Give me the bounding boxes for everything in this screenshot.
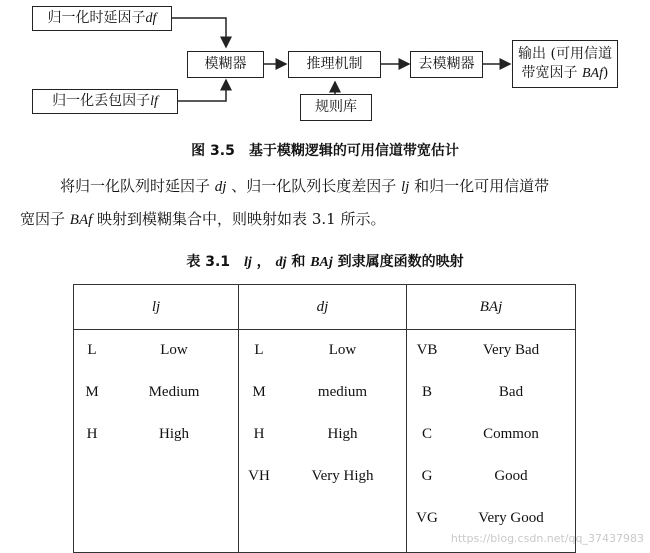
table-caption-var1: lj <box>244 255 252 270</box>
rule-base-box <box>300 94 372 121</box>
header-baj: BAj <box>407 285 576 330</box>
rule-base-label: 规则库 <box>315 99 357 115</box>
input2-var: lf <box>150 94 158 109</box>
baj-value-4: Good <box>494 468 528 484</box>
table-header-row <box>74 285 576 330</box>
body-paragraph-line1 <box>60 174 640 199</box>
baj-label-5: VG <box>416 510 438 526</box>
arrow-input1 <box>172 18 226 47</box>
body-paragraph-line2 <box>20 207 600 232</box>
p1-var-lj: lj <box>401 179 410 195</box>
input1-var: df <box>145 11 157 26</box>
p2-var-baf: BAf <box>69 212 93 228</box>
table-row <box>407 510 575 552</box>
dj-value-3: High <box>327 426 358 442</box>
output-line1: 输出 (可用信道 <box>518 46 612 62</box>
lj-label-2: M <box>85 384 99 400</box>
table-row <box>407 342 575 384</box>
lj-column <box>74 330 239 553</box>
table-caption <box>0 251 650 271</box>
lj-label-1: L <box>87 342 97 358</box>
input1-box <box>32 6 172 31</box>
dj-label-3: H <box>253 426 265 442</box>
fuzzifier-label: 模糊器 <box>204 56 247 72</box>
table-row <box>74 342 238 384</box>
lj-value-1: Low <box>160 342 188 358</box>
dj-column <box>239 330 407 553</box>
defuzzifier-box <box>410 51 483 78</box>
fuzzifier-box <box>187 51 264 78</box>
table-row <box>239 426 406 468</box>
baj-label-3: C <box>421 426 432 442</box>
figure-caption: 图 3.5 基于模糊逻辑的可用信道带宽估计 <box>191 143 459 159</box>
table-caption-and: 和 <box>286 254 311 270</box>
table-caption-var2: dj <box>275 255 287 270</box>
table-row <box>239 342 406 384</box>
dj-label-1: L <box>254 342 264 358</box>
input2-label: 归一化丢包因子 <box>52 93 151 109</box>
table-row <box>407 384 575 426</box>
output-line2 <box>522 64 609 83</box>
baj-value-5: Very Good <box>478 510 544 526</box>
baj-label-4: G <box>421 468 433 484</box>
baj-column <box>407 330 576 553</box>
p2-text-b: 映射到模糊集合中，则映射如表 3.1 所示。 <box>92 210 386 228</box>
baj-label-1: VB <box>416 342 438 358</box>
lj-value-3: High <box>159 426 189 442</box>
table-row <box>407 426 575 468</box>
table-row <box>407 468 575 510</box>
dj-value-4: Very High <box>311 468 374 484</box>
table-row <box>74 384 238 426</box>
dj-label-2: M <box>252 384 266 400</box>
defuzzifier-label: 去模糊器 <box>418 56 475 72</box>
watermark: https://blog.csdn.net/qq_37437983 <box>450 532 644 545</box>
baj-value-1: Very Bad <box>482 342 540 358</box>
table-row <box>74 426 238 468</box>
table-body-row <box>74 330 576 553</box>
output-close: ) <box>602 65 609 81</box>
input2-box <box>32 89 178 114</box>
p1-text-b: 、归一化队列长度差因子 <box>226 177 401 195</box>
output-line2-text: 带宽因子 <box>521 65 582 81</box>
table-row <box>239 384 406 426</box>
arrow-input2 <box>178 80 226 101</box>
table-caption-var3: BAj <box>310 255 333 270</box>
inference-box <box>288 51 381 78</box>
dj-label-4: VH <box>248 468 270 484</box>
table-caption-suffix: 到隶属度函数的映射 <box>332 254 464 270</box>
output-box <box>512 40 618 88</box>
p1-var-dj: dj <box>214 179 227 195</box>
lj-value-2: Medium <box>148 384 200 400</box>
input1-label: 归一化时延因子 <box>47 10 146 26</box>
header-dj: dj <box>239 285 407 330</box>
p1-text-a: 将归一化队列时延因子 <box>60 177 215 195</box>
membership-mapping-table <box>73 284 576 553</box>
p2-text-a: 宽因子 <box>20 210 70 228</box>
dj-value-2: medium <box>317 384 368 400</box>
p1-text-c: 和归一化可用信道带 <box>409 177 550 195</box>
dj-value-1: Low <box>328 342 357 358</box>
output-var: BAf <box>581 66 603 81</box>
table-row <box>239 468 406 510</box>
baj-label-2: B <box>421 384 432 400</box>
lj-label-3: H <box>86 426 98 442</box>
header-lj: lj <box>74 285 239 330</box>
table-caption-sep: ， <box>251 254 276 270</box>
baj-value-3: Common <box>483 426 539 442</box>
inference-label: 推理机制 <box>306 56 363 72</box>
baj-value-2: Bad <box>498 384 524 400</box>
table-caption-prefix: 表 3.1 <box>186 254 245 270</box>
